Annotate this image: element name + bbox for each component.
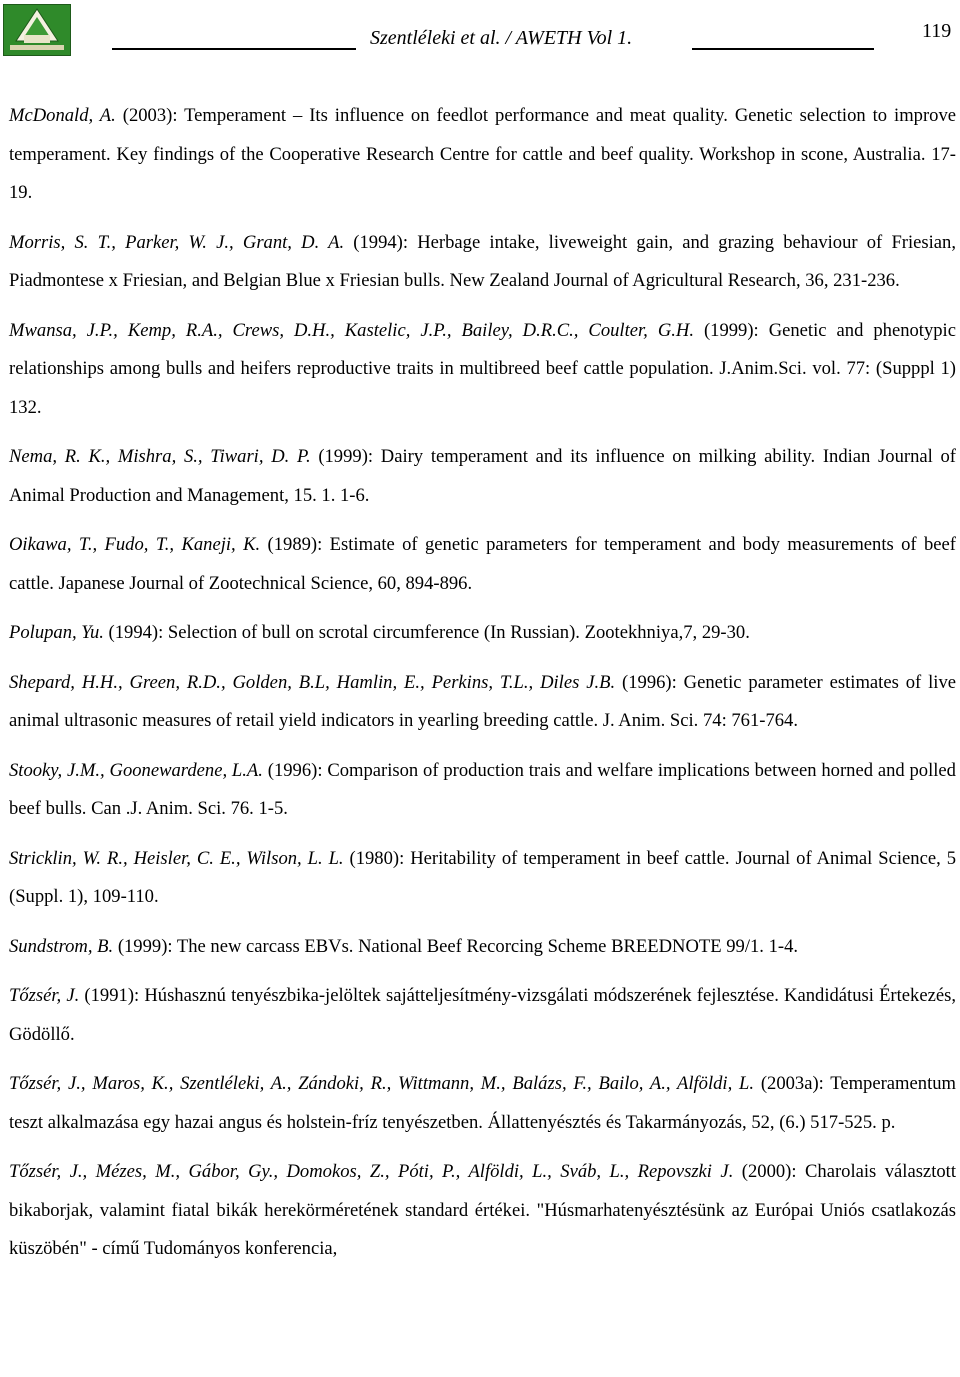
header-rule-right bbox=[692, 48, 874, 50]
reference-item bbox=[9, 752, 956, 829]
reference-item bbox=[9, 1153, 956, 1269]
running-title: Szentléleki et al. / AWETH Vol 1. bbox=[370, 27, 633, 49]
reference-authors: Tőzsér, J., Mézes, M., Gábor, Gy., Domokos, Z., Póti, P., Alföldi, L., Sváb, L., Repovszki J. bbox=[9, 1161, 734, 1182]
reference-item bbox=[9, 526, 956, 603]
reference-details: (1989): Estimate of genetic parameters for temperament and body measurements of beef cattle. Japanese Journal of Zootechnical Science, 60, 894-896. bbox=[9, 534, 956, 594]
reference-item bbox=[9, 97, 956, 213]
reference-details: (1999): Dairy temperament and its influence on milking ability. Indian Journal of Animal Production and Management, 15. 1. 1-6. bbox=[9, 446, 956, 506]
reference-authors: Tőzsér, J. bbox=[9, 985, 80, 1006]
reference-item bbox=[9, 664, 956, 741]
reference-authors: Oikawa, T., Fudo, T., Kaneji, K. bbox=[9, 534, 261, 555]
reference-details: (2000): Charolais választott bikaborjak, valamint fiatal bikák herekörméretének standard értékei. "Húsmarhatenyésztésünk az Európai Uniós csatlakozás küszöbén" - című Tudományos konferencia, bbox=[9, 1161, 956, 1259]
journal-logo-icon bbox=[3, 4, 71, 56]
header-rule-left bbox=[112, 48, 356, 50]
reference-details: (1996): Genetic parameter estimates of live animal ultrasonic measures of retail yield indicators in yearling breeding cattle. J. Anim. Sci. 74: 761-764. bbox=[9, 671, 956, 731]
reference-item bbox=[9, 1065, 956, 1142]
reference-authors: Sundstrom, B. bbox=[9, 935, 114, 957]
reference-item bbox=[9, 614, 956, 653]
reference-item bbox=[9, 840, 956, 917]
reference-item bbox=[9, 224, 956, 301]
reference-details: (1991): Húshasznú tenyészbika-jelöltek sajátteljesítmény-vizsgálati módszerének fejlesztése. Kandidátusi Értekezés, Gödöllő. bbox=[9, 985, 956, 1045]
page-header bbox=[0, 0, 960, 70]
reference-details: (1994): Selection of bull on scrotal circumference (In Russian). Zootekhniya,7, 29-30. bbox=[103, 622, 750, 643]
reference-details: (1999): Genetic and phenotypic relationships among bulls and heifers reproductive traits in multibreed beef cattle population. J.Anim.Sci. vol. 77: (Supppl 1) 132. bbox=[9, 319, 956, 418]
reference-authors: McDonald, A. bbox=[9, 105, 116, 126]
reference-details: (2003a): Temperamentum teszt alkalmazása egy hazai angus és holstein-fríz tenyészetben. Állattenyésztés és Takarmányozás, 52, (6.) 517-525. p. bbox=[9, 1073, 956, 1133]
reference-authors: Mwansa, J.P., Kemp, R.A., Crews, D.H., Kastelic, J.P., Bailey, D.R.C., Coulter, G.H. bbox=[9, 319, 694, 341]
reference-details: (1980): Heritability of temperament in beef cattle. Journal of Animal Science, 5 (Suppl. 1), 109-110. bbox=[9, 847, 957, 907]
reference-item bbox=[9, 928, 956, 967]
journal-logo-graphic bbox=[4, 5, 70, 55]
reference-list bbox=[9, 97, 956, 1280]
reference-details: (1994): Herbage intake, liveweight gain, and grazing behaviour of Friesian, Piadmontese x Friesian, and Belgian Blue x Friesian bulls. New Zealand Journal of Agricultural Research, 36, 231-236. bbox=[9, 231, 956, 291]
reference-details: (1999): The new carcass EBVs. National Beef Recorcing Scheme BREEDNOTE 99/1. 1-4. bbox=[113, 935, 799, 957]
reference-item bbox=[9, 977, 956, 1054]
reference-details: (2003): Temperament – Its influence on feedlot performance and meat quality. Genetic selection to improve temperament. Key findings of the Cooperative Research Centre for cattle and beef quality. Workshop in scone, Australia. 17-19. bbox=[9, 105, 956, 203]
reference-item bbox=[9, 312, 956, 428]
reference-item bbox=[9, 438, 956, 515]
reference-authors: Stricklin, W. R., Heisler, C. E., Wilson, L. L. bbox=[9, 847, 344, 869]
reference-authors: Tőzsér, J., Maros, K., Szentléleki, A., Zándoki, R., Wittmann, M., Balázs, F., Bailo, A., Alföldi, L. bbox=[9, 1073, 755, 1094]
reference-authors: Stooky, J.M., Goonewardene, L.A. bbox=[9, 759, 263, 781]
reference-authors: Polupan, Yu. bbox=[9, 622, 104, 643]
reference-authors: Morris, S. T., Parker, W. J., Grant, D. A. bbox=[9, 231, 345, 253]
reference-details: (1996): Comparison of production trais and welfare implications between horned and polled beef bulls. Can .J. Anim. Sci. 76. 1-5. bbox=[9, 759, 956, 819]
page-number: 119 bbox=[922, 20, 952, 42]
reference-authors: Shepard, H.H., Green, R.D., Golden, B.L, Hamlin, E., Perkins, T.L., Diles J.B. bbox=[9, 671, 616, 693]
reference-authors: Nema, R. K., Mishra, S., Tiwari, D. P. bbox=[9, 446, 311, 467]
